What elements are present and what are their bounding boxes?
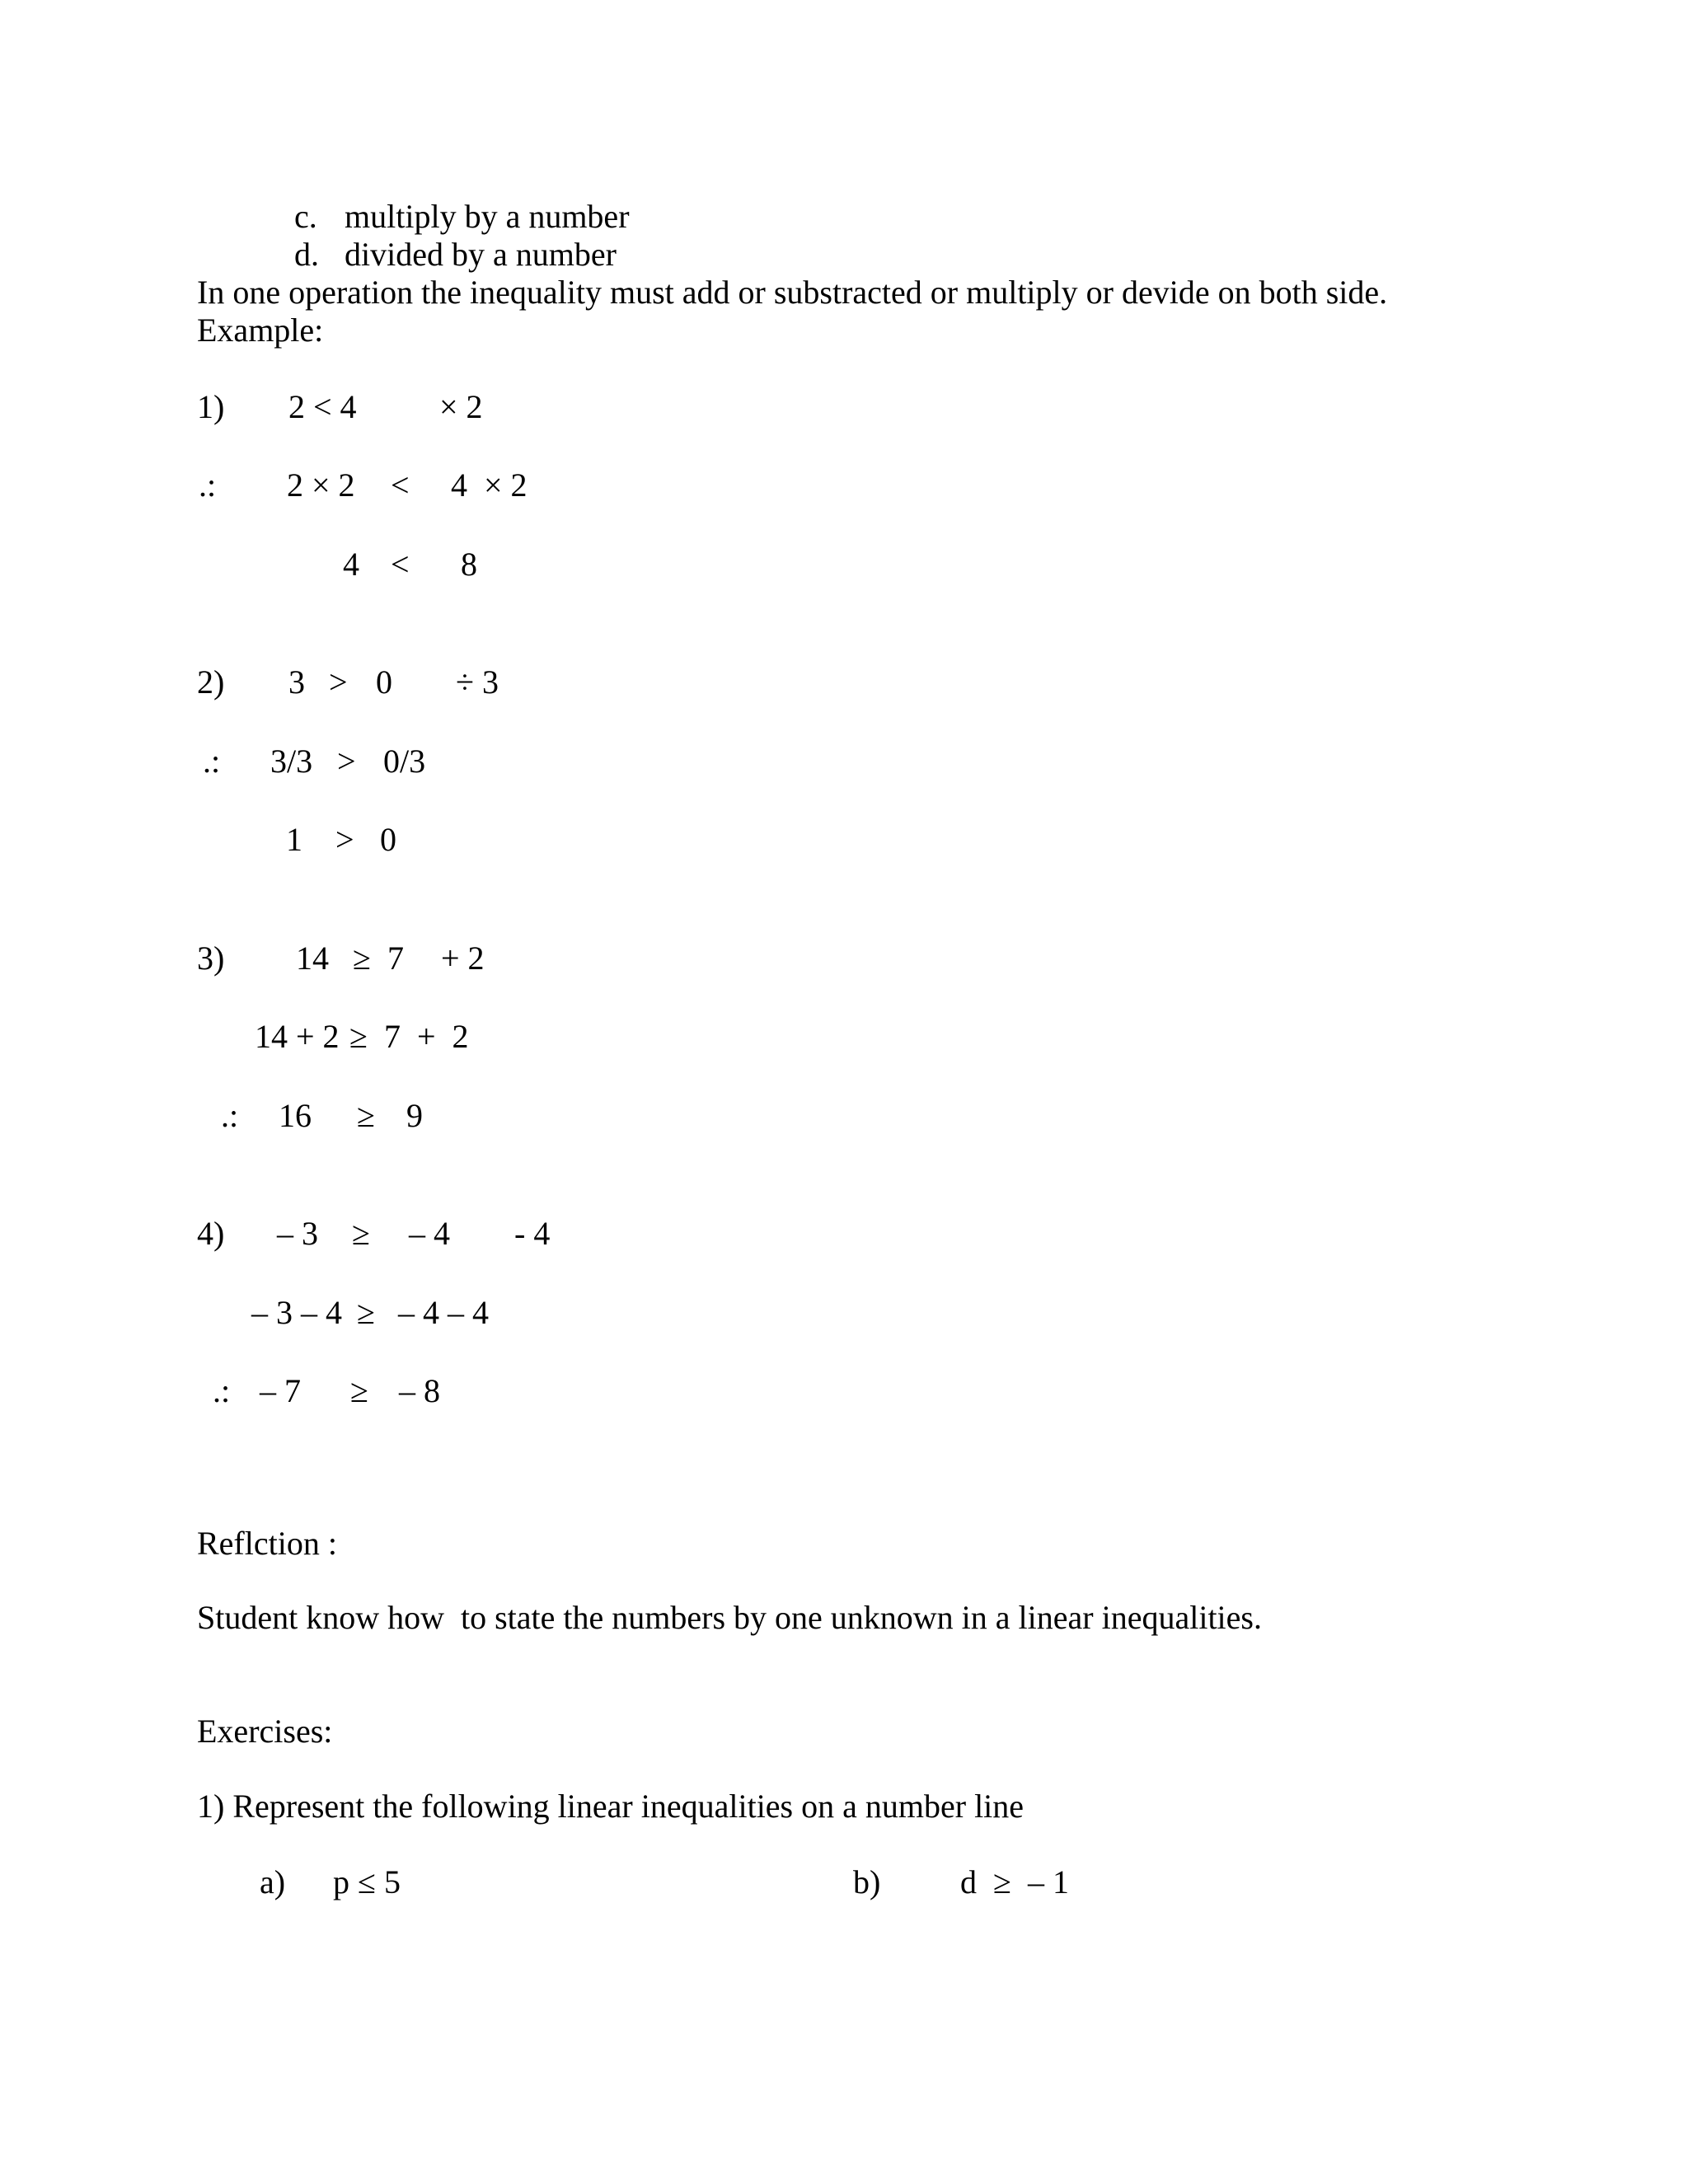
example-3-line1-sign: ≥ bbox=[353, 940, 371, 977]
example-4-line1-left: – 3 bbox=[277, 1215, 318, 1252]
list-marker-d: d. bbox=[294, 236, 319, 273]
example-3-line3-sign: ≥ bbox=[357, 1097, 375, 1134]
reflection-label: Reflction : bbox=[197, 1525, 337, 1562]
exercise-question-1: 1) Represent the following linear inequalities on a number line bbox=[197, 1788, 1025, 1825]
example-2-line1-op: ÷ 3 bbox=[456, 663, 499, 701]
example-3-line1-left: 14 bbox=[296, 940, 329, 977]
example-3-number: 3) bbox=[197, 940, 225, 977]
example-4-line1-op: - 4 bbox=[514, 1215, 551, 1252]
example-2-line1-left: 3 bbox=[288, 663, 305, 701]
example-3-line2-sign: ≥ bbox=[349, 1018, 368, 1055]
example-2-line3-right: 0 bbox=[380, 821, 396, 858]
exercise-a-expression: p ≤ 5 bbox=[333, 1863, 401, 1900]
example-1-number: 1) bbox=[197, 388, 225, 425]
example-4-line2-right: – 4 – 4 bbox=[398, 1294, 489, 1331]
example-2-line1-sign: > bbox=[329, 663, 348, 701]
example-3-line1-right: 7 bbox=[387, 940, 404, 977]
list-marker-c: c. bbox=[294, 198, 317, 235]
example-2-line2-right: 0/3 bbox=[383, 743, 426, 780]
example-4-line2-left: – 3 – 4 bbox=[251, 1294, 342, 1331]
example-4-line1-right: – 4 bbox=[409, 1215, 450, 1252]
exercise-a-marker: a) bbox=[260, 1863, 286, 1900]
example-1-therefore: .: bbox=[199, 466, 217, 504]
example-1-line1-left: 2 < 4 bbox=[288, 388, 357, 425]
example-label: Example: bbox=[197, 312, 324, 349]
example-4-line2-sign: ≥ bbox=[357, 1294, 375, 1331]
example-4-line3-left: – 7 bbox=[260, 1372, 301, 1409]
example-4-line3-right: – 8 bbox=[399, 1372, 440, 1409]
example-2-line2-left: 3/3 bbox=[270, 743, 313, 780]
example-3-line3-left: 16 bbox=[279, 1097, 312, 1134]
reflection-text: Student know how to state the numbers by one unknown in a linear inequalities. bbox=[197, 1599, 1262, 1636]
example-4-line1-sign: ≥ bbox=[352, 1215, 370, 1252]
example-1-line1-op: × 2 bbox=[439, 388, 483, 425]
example-2-therefore: .: bbox=[203, 743, 221, 780]
example-2-line2-sign: > bbox=[337, 743, 356, 780]
example-1-line3-right: 8 bbox=[461, 546, 477, 583]
example-2-number: 2) bbox=[197, 663, 225, 701]
example-1-line2-right: 4 × 2 bbox=[451, 466, 528, 504]
example-3-therefore: .: bbox=[221, 1097, 239, 1134]
exercise-b-marker: b) bbox=[853, 1863, 881, 1900]
example-3-line1-op: + 2 bbox=[441, 940, 485, 977]
example-4-therefore: .: bbox=[213, 1372, 231, 1409]
list-item-c: multiply by a number bbox=[345, 198, 630, 235]
example-2-line3-left: 1 bbox=[286, 821, 302, 858]
example-2-line1-right: 0 bbox=[376, 663, 392, 701]
example-1-line3-sign: < bbox=[391, 546, 410, 583]
example-1-line2-left: 2 × 2 bbox=[287, 466, 355, 504]
example-3-line3-right: 9 bbox=[406, 1097, 423, 1134]
intro-sentence: In one operation the inequality must add or substracted or multiply or devide on both side. bbox=[197, 274, 1388, 311]
example-3-line2-left: 14 + 2 bbox=[255, 1018, 340, 1055]
example-4-line3-sign: ≥ bbox=[350, 1372, 368, 1409]
example-1-line2-sign: < bbox=[391, 466, 410, 504]
exercise-b-expression: d ≥ – 1 bbox=[960, 1863, 1069, 1900]
list-item-d: divided by a number bbox=[345, 236, 617, 273]
exercises-label: Exercises: bbox=[197, 1713, 333, 1750]
example-2-line3-sign: > bbox=[335, 821, 354, 858]
example-1-line3-left: 4 bbox=[343, 546, 359, 583]
example-4-number: 4) bbox=[197, 1215, 225, 1252]
example-3-line2-right: 7 + 2 bbox=[384, 1018, 469, 1055]
